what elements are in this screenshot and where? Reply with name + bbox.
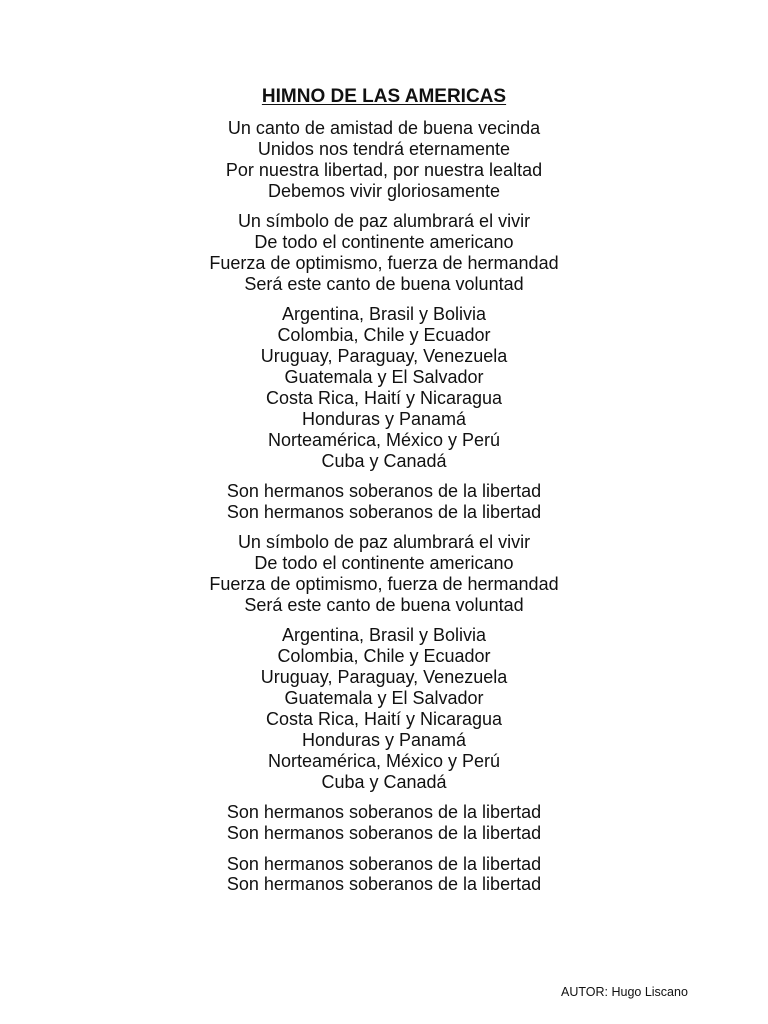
lyrics-body [0,118,768,905]
author-credit: AUTOR: Hugo Liscano [561,985,688,999]
lyric-line: Honduras y Panamá [301,408,467,429]
lyric-line: Guatemala y El Salvador [284,366,484,387]
lyric-line: Un símbolo de paz alumbrará el vivir [237,532,531,553]
lyric-line: Cuba y Canadá [321,771,447,792]
lyric-line: Por nuestra libertad, por nuestra lealtad [225,159,543,180]
lyric-line: Un símbolo de paz alumbrará el vivir [237,211,531,232]
lyric-line: Son hermanos soberanos de la libertad [226,501,542,522]
lyric-line: Será este canto de buena voluntad [244,273,524,294]
lyric-line: Cuba y Canadá [321,450,447,471]
lyric-line: Colombia, Chile y Ecuador [277,646,491,667]
lyric-line: Fuerza de optimismo, fuerza de hermandad [209,574,559,595]
lyric-line: Colombia, Chile y Ecuador [277,325,491,346]
lyric-line: Son hermanos soberanos de la libertad [226,481,542,501]
lyric-line: Son hermanos soberanos de la libertad [226,853,542,874]
lyric-line: Argentina, Brasil y Bolivia [281,625,487,646]
lyric-line: Costa Rica, Haití y Nicaragua [265,387,503,408]
lyric-line: Son hermanos soberanos de la libertad [226,802,542,823]
lyric-line: Guatemala y El Salvador [284,688,484,709]
lyric-line: Uruguay, Paraguay, Venezuela [260,346,508,367]
lyric-line: Fuerza de optimismo, fuerza de hermandad [209,252,559,273]
stanza-6 [0,625,768,792]
lyric-line: De todo el continente americano [254,553,514,574]
lyric-line: Norteamérica, México y Perú [267,750,501,771]
lyric-line: Norteamérica, México y Perú [267,429,501,450]
lyric-line: Son hermanos soberanos de la libertad [226,874,542,895]
lyric-line: Argentina, Brasil y Bolivia [281,304,487,325]
lyric-line: Unidos nos tendrá eternamente [257,138,511,159]
lyric-line: Honduras y Panamá [301,729,467,750]
lyric-line: Debemos vivir gloriosamente [267,180,501,201]
stanza-7 [0,802,768,844]
stanza-4 [0,481,768,523]
lyric-line: Costa Rica, Haití y Nicaragua [265,709,503,730]
lyric-line: Uruguay, Paraguay, Venezuela [260,667,508,688]
page-title: HIMNO DE LAS AMERICAS [261,86,507,107]
stanza-5 [0,532,768,616]
lyric-line: De todo el continente americano [254,232,514,253]
stanza-1 [0,118,768,202]
stanza-3 [0,304,768,471]
stanza-8 [0,854,768,896]
stanza-2 [0,211,768,295]
lyric-line: Será este canto de buena voluntad [244,595,524,616]
lyric-line: Son hermanos soberanos de la libertad [226,823,542,844]
lyric-line: Un canto de amistad de buena vecinda [227,118,541,138]
